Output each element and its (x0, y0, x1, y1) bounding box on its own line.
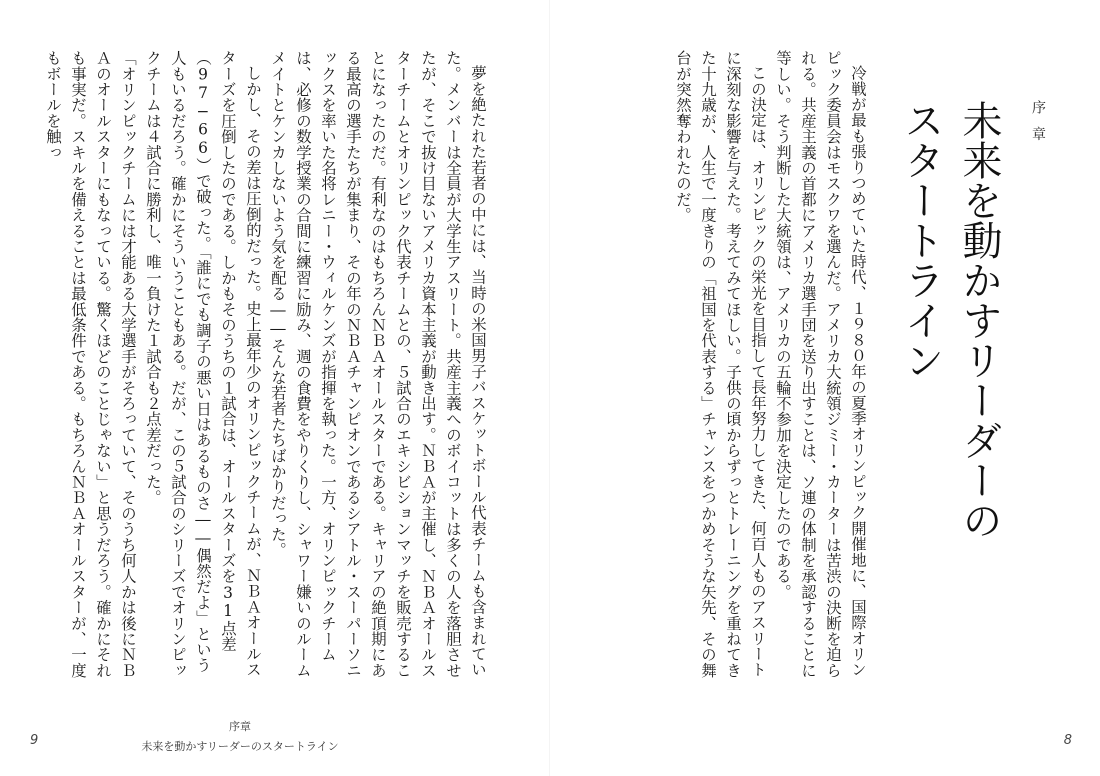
right-body-text (600, 50, 870, 678)
running-footer-chapter: 序章 (229, 720, 251, 733)
right-paragraph-1: 冷戦が最も張りつめていた時代、１９８０年の夏季オリンピック開催地に、国際オリンピック委員会はモスクワを選んだ。アメリカ大統領ジミー・カーターは苦渋の決断を迫られる。共産主義の首都にアメリカ選手団を送り出すことは、ソ連の体制を承認することに等しい。そう判断した大統領は、アメリカの五輪不参加を決定したのである。 (774, 50, 867, 678)
page-number-left: 9 (30, 733, 39, 748)
right-paragraph-2: この決定は、オリンピックの栄光を目指して長年努力してきた、何百人ものアスリートに深刻な影響を与えた。考えてみてほしい。子供の頃からずっとトレーニングを重ねてきた十九歳が、人生で一度きりの「祖国を代表する」チャンスをつかめそうな矢先、その舞台が突然奪われたのだ。 (674, 50, 767, 678)
chapter-title-line-1: 未来を動かすリーダーの (956, 100, 1002, 540)
running-footer-title: 未来を動かすリーダーのスタートライン (141, 740, 339, 753)
left-paragraph-1: 夢を絶たれた若者の中には、当時の米国男子バスケットボール代表チームも含まれていた。メンバーは全員が大学生アスリート。共産主義へのボイコットは多くの人を落胆させたが、そこで抜け目ないアメリカ資本主義が動き出す。ＮＢＡが主催し、ＮＢＡオールスターチームとオリンピック代表チームとの、５試合のエキシビションマッチを販売することになったのだ。有利なのはもちろんＮＢＡオールスターである。キャリアの絶頂期にある最高の選手たちが集まり、その年のＮＢＡチャンピオンであるシアトル・スーパーソニックスを率いた名将レニー・ウィルケンズが指揮を執った。一方、オリンピックチームは、必修の数学授業の合間に練習に励み、週の食費をやりくりし、シャワー嫌いのルームメイトとケンカしないよう気を配る――そんな若者たちばかりだった。 (269, 50, 487, 678)
left-body-text (40, 50, 490, 678)
left-paragraph-3: 「オリンピックチームには才能ある大学選手がそろっていて、そのうち何人かは後にＮＢＡのオールスターにもなっている。驚くほどのことじゃない」と思うだろう。確かにそれも事実だ。スキルを備えることは最低条件である。もちろんＮＢＡオールスターが、一度もボールを触っ (44, 50, 137, 678)
chapter-title-line-2: スタートライン (898, 100, 944, 380)
chapter-title (892, 100, 1008, 540)
chapter-label: 序 章 (1030, 100, 1046, 145)
right-page (550, 0, 1100, 776)
left-paragraph-2: しかし、その差は圧倒的だった。史上最年少のオリンピックチームが、ＮＢＡオールスターズを圧倒したのである。しかもそのうちの１試合は、オールスターズを31点差（97−66）で破った。「誰にでも調子の悪い日はあるものさ――偶然だよ」という人もいるだろう。確かにそういうこともある。だが、この５試合のシリーズでオリンピックチームは４試合に勝利し、唯一負けた１試合も２点差だった。 (144, 50, 262, 678)
page-number-right: 8 (1063, 733, 1072, 748)
